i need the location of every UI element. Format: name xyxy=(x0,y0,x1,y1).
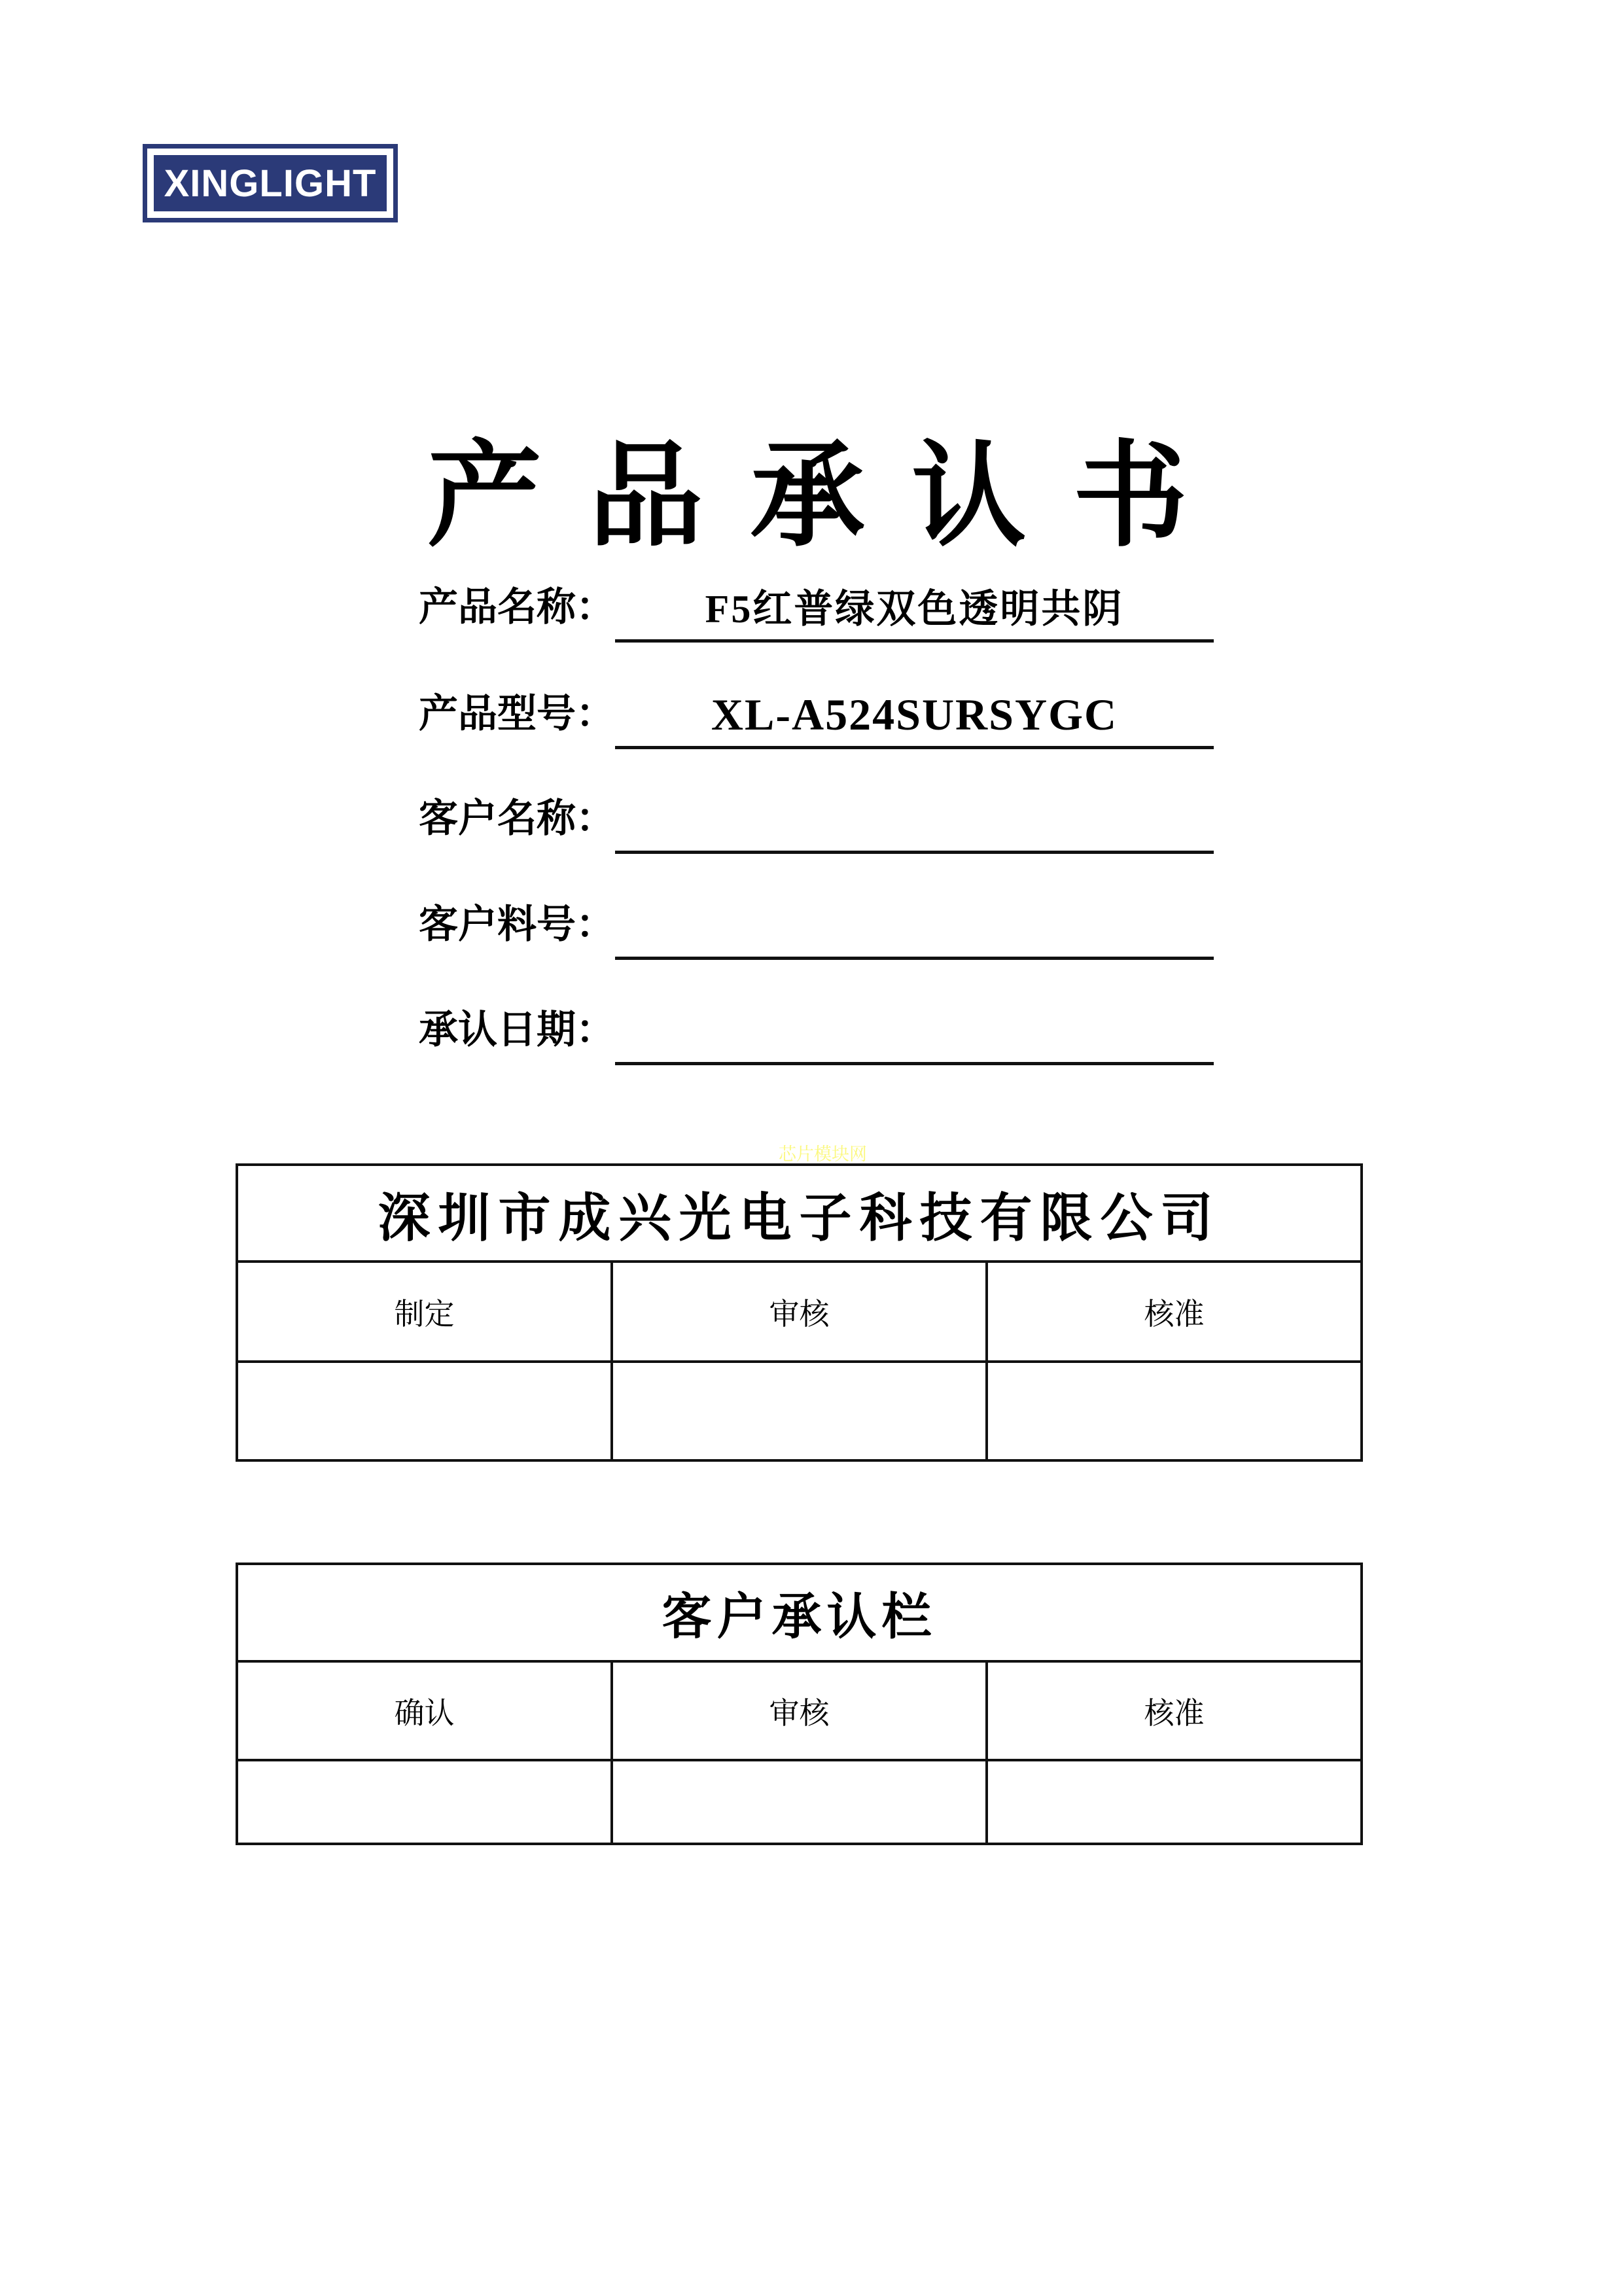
company-logo xyxy=(143,144,398,222)
watermark-text: 芯片模块网 xyxy=(779,1144,867,1164)
company-approval-table xyxy=(236,1163,1363,1462)
product-name-line xyxy=(615,585,1214,643)
customer-part-number-label: 客户料号： xyxy=(419,903,615,946)
product-name-label: 产品名称： xyxy=(419,586,615,629)
company-role-draft: 制定 xyxy=(237,1262,612,1362)
customer-approval-table xyxy=(236,1563,1363,1845)
field-row-product-name xyxy=(419,585,1243,643)
logo-inner-box xyxy=(154,155,387,211)
product-model-label: 产品型号： xyxy=(419,692,615,735)
customer-signature-cell-confirm xyxy=(237,1760,612,1844)
customer-name-line xyxy=(615,796,1214,854)
company-table-signature-row xyxy=(237,1362,1362,1460)
customer-role-approve: 核准 xyxy=(987,1661,1362,1760)
company-table-role-row xyxy=(237,1262,1362,1362)
product-model-line xyxy=(615,692,1214,749)
document-title: 产 品 承 认 书 xyxy=(427,433,1197,560)
product-model-value: XL-A524SURSYGC xyxy=(711,690,1118,739)
approval-date-label: 承认日期： xyxy=(419,1008,615,1051)
field-row-customer-part-number xyxy=(419,902,1243,960)
field-row-approval-date xyxy=(419,1008,1243,1065)
customer-name-label: 客户名称： xyxy=(419,797,615,840)
company-signature-cell-review xyxy=(612,1362,987,1460)
company-table-title-row xyxy=(237,1165,1362,1262)
customer-table-title-row xyxy=(237,1564,1362,1661)
company-name-heading: 深圳市成兴光电子科技有限公司 xyxy=(237,1165,1362,1262)
product-name-value: F5红普绿双色透明共阴 xyxy=(705,588,1124,631)
customer-role-confirm: 确认 xyxy=(237,1661,612,1760)
customer-role-review: 审核 xyxy=(612,1661,987,1760)
customer-signature-cell-review xyxy=(612,1760,987,1844)
customer-table-signature-row xyxy=(237,1760,1362,1844)
company-signature-cell-approve xyxy=(987,1362,1362,1460)
approval-date-line xyxy=(615,1008,1214,1065)
company-role-approve: 核准 xyxy=(987,1262,1362,1362)
field-row-product-model xyxy=(419,692,1243,749)
customer-table-role-row xyxy=(237,1661,1362,1760)
customer-approval-heading: 客户承认栏 xyxy=(237,1564,1362,1661)
field-row-customer-name xyxy=(419,796,1243,854)
company-signature-cell-draft xyxy=(237,1362,612,1460)
company-role-review: 审核 xyxy=(612,1262,987,1362)
customer-part-number-line xyxy=(615,902,1214,960)
logo-text: XINGLIGHT xyxy=(164,162,377,205)
customer-signature-cell-approve xyxy=(987,1760,1362,1844)
